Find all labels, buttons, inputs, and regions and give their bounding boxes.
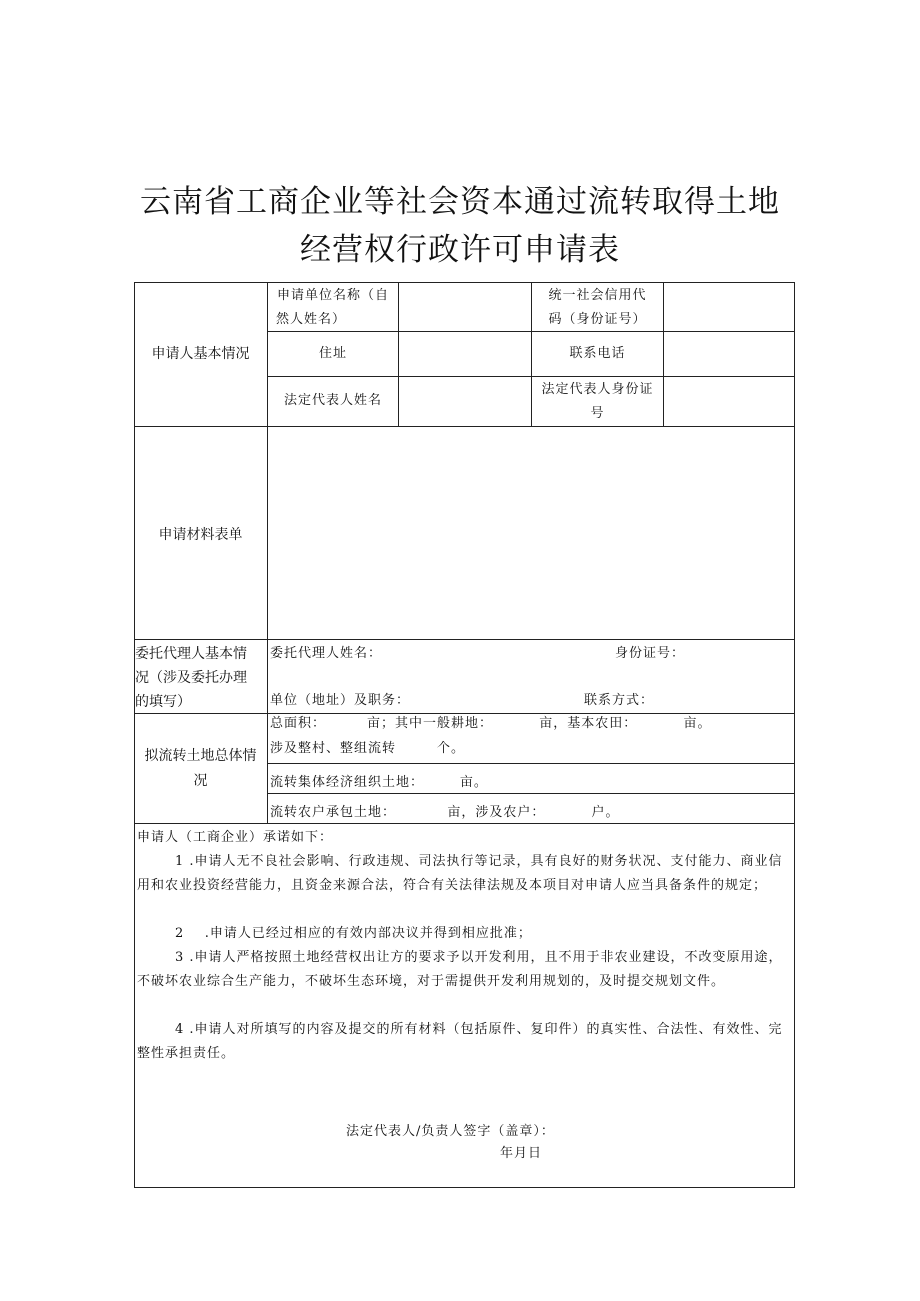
credit-code-field[interactable] — [664, 287, 793, 327]
materials-section-label: 申请材料表单 — [158, 527, 243, 543]
legal-rep-name-field[interactable] — [399, 380, 530, 424]
commitment-intro: 申请人（工商企业）承诺如下： — [137, 830, 334, 845]
application-form-table — [134, 282, 795, 1188]
commitment-item-1: 1 .申请人无不良社会影响、行政违规、司法执行等记录，具有良好的财务状况、支付能力、商业信用和农业投资经营能力，且资金来源合法，符合有关法律法规及本项目对申请人应当具备条件的规定； — [137, 854, 783, 893]
commitment-item-4: 4 .申请人对所填写的内容及提交的所有材料（包括原件、复印件）的真实性、合法性、有效性、完整性承担责任。 — [137, 1022, 783, 1061]
phone-label: 联系电话 — [569, 346, 626, 361]
agent-unit-label: 单位（地址）及职务： — [270, 693, 411, 708]
commitment-item-3: 3 .申请人严格按照土地经营权出让方的要求予以开发利用，且不用于非农业建设，不改变原用途，不破坏农业综合生产能力，不破坏生态环境，对于需提供开发利用规划的，及时提交规划文件。 — [137, 950, 783, 989]
unit-name-label: 申请单位名称（自 — [276, 288, 389, 303]
table-border-right — [794, 282, 795, 1188]
legal-rep-name-label: 法定代表人姓名 — [283, 393, 382, 408]
land-section-label: 拟流转土地总体情 — [144, 748, 257, 764]
agent-section-label: 委托代理人基本情 — [135, 646, 247, 662]
form-title-line-2: 经营权行政许可申请表 — [300, 232, 620, 268]
date-label: 年月日 — [500, 1146, 543, 1161]
legal-rep-id-label-cont: 号 — [590, 406, 605, 421]
materials-field[interactable] — [270, 430, 790, 635]
table-border-bottom — [134, 1187, 795, 1188]
applicant-section-label: 申请人基本情况 — [151, 346, 250, 362]
signature-label: 法定代表人/负责人签字（盖章）： — [346, 1124, 555, 1139]
credit-code-label: 统一社会信用代 — [548, 288, 647, 303]
signature-field[interactable] — [345, 1146, 756, 1174]
legal-rep-id-field[interactable] — [664, 380, 793, 424]
agent-name-label: 委托代理人姓名： — [270, 646, 383, 661]
credit-code-label-cont: 码（身份证号） — [548, 312, 647, 327]
land-household: 流转农户承包土地： 亩，涉及农户： 户。 — [270, 805, 620, 820]
commitment-item-2: 2 .申请人已经过相应的有效内部决议并得到相应批准； — [175, 926, 532, 941]
form-title-line-1: 云南省工商企业等社会资本通过流转取得土地 — [140, 184, 780, 220]
table-rule — [134, 426, 795, 427]
unit-name-label-cont: 然人姓名） — [276, 312, 347, 327]
legal-rep-id-label: 法定代表人身份证 — [541, 382, 654, 397]
table-border-left — [134, 282, 135, 1188]
agent-section-label-cont: 的填写） — [135, 694, 191, 710]
land-section-label-cont: 况 — [193, 773, 208, 789]
unit-name-field[interactable] — [399, 287, 530, 327]
table-rule — [134, 639, 795, 640]
agent-id-label: 身份证号： — [615, 646, 686, 661]
phone-field[interactable] — [664, 334, 793, 374]
table-rule — [267, 763, 795, 764]
address-label: 住址 — [318, 346, 347, 361]
table-border-top — [134, 282, 795, 283]
agent-section-label-cont: 况（涉及委托办理 — [135, 670, 247, 686]
agent-contact-label: 联系方式： — [584, 693, 655, 708]
land-collective: 流转集体经济组织土地： 亩。 — [270, 775, 488, 790]
address-field[interactable] — [399, 334, 530, 374]
land-villages: 涉及整村、整组流转 个。 — [270, 741, 466, 756]
land-total-area: 总面积： 亩；其中一般耕地： 亩，基本农田： 亩。 — [270, 716, 712, 731]
